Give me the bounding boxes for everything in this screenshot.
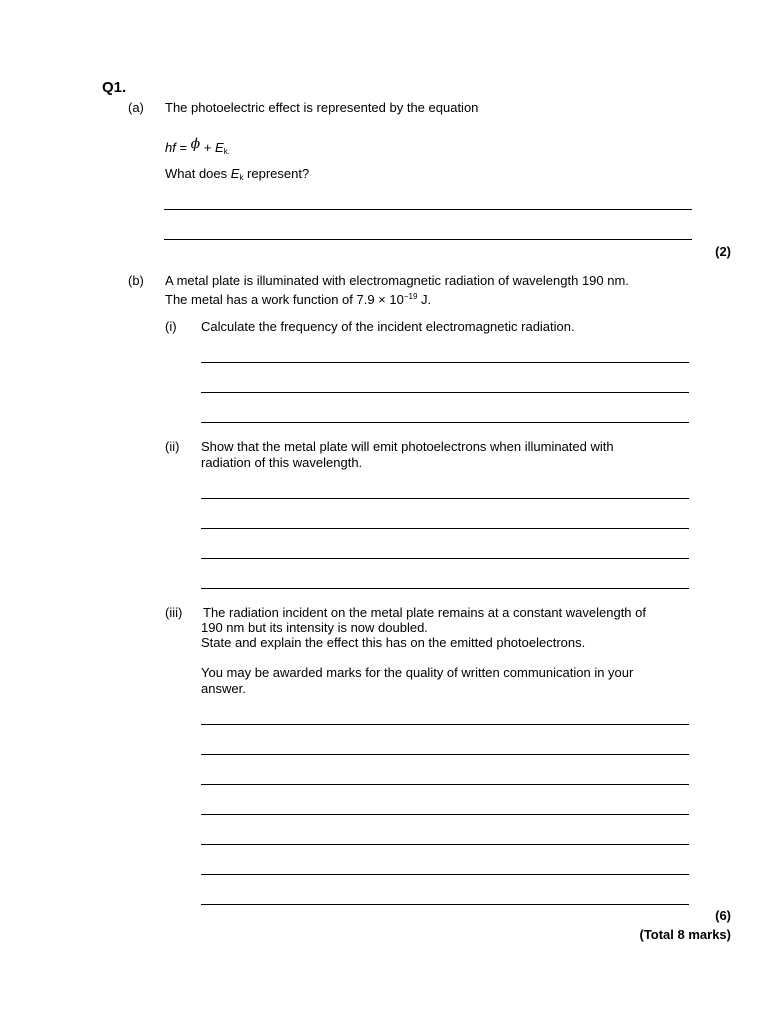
work-function-unit: J. [417,292,432,307]
answer-line[interactable] [201,392,689,393]
part-b-iii-line2: 190 nm but its intensity is now doubled. [201,620,428,635]
part-b-line2 [165,289,431,307]
answer-line[interactable] [201,558,689,559]
part-b-label: (b) [128,273,144,288]
part-b-i-text: Calculate the frequency of the incident electromagnetic radiation. [201,319,575,334]
qwc-line1: You may be awarded marks for the quality of written communication in your [201,665,634,680]
part-b-ii-line2: radiation of this wavelength. [201,455,363,470]
eq-plus: + [200,140,216,155]
answer-line[interactable] [201,844,689,845]
question-number: Q1. [102,79,127,96]
part-a-intro: The photoelectric effect is represented by the equation [165,100,479,115]
part-b-iii-line3: State and explain the effect this has on the emitted photoelectrons. [201,635,586,650]
answer-line[interactable] [164,239,692,240]
part-b-iii-label: (iii) [165,605,183,620]
eq-equals: = [175,140,191,155]
part-b-i-label: (i) [165,319,177,334]
part-b-iii-line1: The radiation incident on the metal plate remains at a constant wavelength of [203,605,646,620]
answer-line[interactable] [201,422,689,423]
answer-line[interactable] [201,528,689,529]
answer-line[interactable] [201,724,689,725]
qwc-line2: answer. [201,681,246,696]
answer-line[interactable] [201,904,689,905]
work-function-exponent: −19 [403,292,418,301]
answer-line[interactable] [201,874,689,875]
part-a-question [165,166,309,185]
ask-start: What does [165,166,231,181]
eq-k: k [223,147,228,156]
eq-dot: . [227,147,230,156]
part-b-ii-label: (ii) [165,439,180,454]
work-function-text: The metal has a work function of 7.9 × 10 [165,292,404,307]
answer-line[interactable] [201,814,689,815]
answer-line[interactable] [201,588,689,589]
part-b-marks: (6) [715,908,731,923]
answer-line[interactable] [201,784,689,785]
answer-line[interactable] [201,498,689,499]
answer-line[interactable] [201,754,689,755]
ask-end: represent? [243,166,310,181]
eq-hf: hf [165,140,176,155]
ask-e: E [230,166,240,181]
answer-line[interactable] [164,209,692,210]
part-b-ii-line1: Show that the metal plate will emit photoelectrons when illuminated with [201,439,614,454]
ask-k: k [239,173,244,182]
eq-phi: ϕ [190,136,201,152]
part-a-label: (a) [128,100,144,115]
total-marks: (Total 8 marks) [639,927,731,942]
photoelectric-equation [165,137,230,159]
part-a-marks: (2) [715,244,731,259]
answer-line[interactable] [201,362,689,363]
eq-e: E [215,140,224,155]
part-b-line1: A metal plate is illuminated with electromagnetic radiation of wavelength 190 nm. [165,273,629,288]
